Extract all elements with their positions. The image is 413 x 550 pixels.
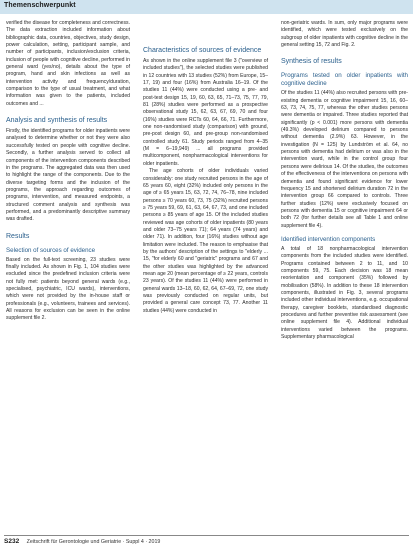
section-header-label: Themenschwerpunkt	[4, 2, 76, 9]
paragraph: Of the studies 11 (44%) also recruited persons with pre-existing dementia or cognitive impairment 15, 16, 60–63, 73, 74, 75, 77, whereas the other studies persons were dementia or impaired. Three studies reported that significantly (p < 0.001) more persons with dementia (49.3%) developed delirium compared to persons without dementia (2.9%) 63. However, in the investigation (N = 125) by Lundström et al. 64, no persons with dementia had delirium or was also in the intervention ward, while in the control group four persons were delirious 14. Of the studies, the outcomes of the effectiveness of the interventions on persons with dementia and found significant evidence for lower frequency 15 and shortened delirium duration 72 in the intervention group 66 compared to controls. Three further studies (12%) were exclusively focused on persons with dementia 15 or cognitive impairment 64 or both 72 (for further details see all Table 1 and online supplement file 4).	[281, 90, 408, 229]
heading-characteristics: Characteristics of sources of evidence	[143, 47, 262, 54]
paragraph: Based on the full-text screening, 23 studies were finally included. As shown in Fig. 1, 104 studies were excluded since the predefined inclusion criteria were not fully met: patients beyond general wards (e.g., specialised, psychiatric, ICU wards), interventions, which were not provided by the in-house staff or professionals (e.g., volunteers, trainees and services). All reasons for exclusion can be seen in the online supplement file 2.	[6, 256, 130, 322]
subheading-components: Identified intervention components	[281, 235, 376, 243]
column-middle	[143, 46, 268, 315]
journal-name: Zeitschrift für Gerontologie und Geriatrie · Suppl 4 · 2019	[26, 539, 161, 545]
subheading-programs: Programs tested on older inpatients with cognitive decline	[281, 72, 408, 88]
column-right	[281, 20, 408, 341]
paragraph: A total of 18 nonpharmacological intervention components from the included studies were identified. Programs contained between 2 to 11, and 10 components 59, 75. Each decision was 18 mean reorientation and component (35%) followed by mobilisation (58%). In addition to these 18 intervention components, illustrated in Fig. 3, several programs included other individual interventions, e.g. occupational therapy, caregiver booklets, standardised diagnostic procedures and further preventive risk assessment (see online supplement file 4). Additional individual interventions varied between the programs. Supplementary pharmacological	[281, 245, 408, 341]
heading-synthesis: Synthesis of results	[281, 58, 342, 66]
heading-analysis: Analysis and synthesis of results	[6, 117, 108, 125]
paragraph: verified the disease for completeness and correctness. The data extraction included information about bibliographic data, countries, objectives, study design, power calculation, setting, participant sample, and number of participants, inclusion/exclusion criteria, inclusion of people with cognitive decline, performed in general ward (yes/no), details about the type of program, hand and skin infections as well as intervention activity and frequency/duration, comparison to the type of usual treatment, and what information was given to the patients, included outcomes and ...	[6, 20, 130, 107]
paragraph: non-geriatric wards. In sum, only major programs were identified, which were tested exclusively on the subgroup of older inpatients with cognitive decline in the general setting 15, 72 and Fig. 2.	[281, 20, 408, 49]
page-number: S232	[4, 538, 20, 545]
section-header-bar	[0, 0, 413, 14]
heading-results: Results	[6, 232, 30, 240]
subheading-selection: Selection of sources of evidence	[6, 246, 96, 254]
page-footer	[4, 535, 409, 548]
paragraph: The age cohorts of older individuals varied considerably: one study recruited persons in the age of 65 years 60, eight (32%) included only persons in the age of ≥ 65 years 15, 63, 72, 74, 76–78, nine included persons ≥ 70 years 60, 73, 75 (32%) recruited persons ≥ 75 years 59, 69, 61, 63, 64, 67, 73, and one included persons ≥ 85 years of age 15. Of the included studies reviewed was age cohorts of older inpatients (80 years and older 73–75 years 71); 64 years (74 years) and older 71). In addition, four (16%) studies without age limitation were included. The reason to emphasise that by the authors' description of the settings to "elderly ... 15, "for elderly 60 and "geriatric" programs and 67 and the other studies was highlighted by the advanced mean age 20 (mean percentage of ≥ 22 years, controls 23 years). Of the studies 11 (44%) were performed in general wards 13–18, 60, 62, 64, 67–69, 72, one study was previously conducted on regular units, but provided a general care concept 73, 77. Another 11 studies (44%) were conducted in	[143, 168, 268, 314]
paragraph: Firstly, the identified programs for older inpatients were analysed to determine whether or not they were also successfully tested on people with cognitive decline. Secondly, a further analysis served to collect all components of the intervention components described in the programs. The aggregated data was then used to highlight the range of the components. Due to the diverse targeting forms and the inclusion of the programs, the approach regarding outcomes of programs, intervention, and measured endpoints, a structured comment analysis and synthesis was performed, and a predominantly descriptive summary was drafted.	[6, 128, 130, 223]
column-left	[6, 20, 130, 323]
paragraph: As shown in the online supplement file 3 ("overview of included studies"), the selected studies were published in 12 countries with 13 studies (52%) from Europe, 15–17, 19) and four (16%) from Australia 16–19. Of the studies 11 (44%) were conducted using a pre- and post-test design 15, 19, 60, 63, 65, 71–73, 75, 77, 79, 81 (28%) studies were performed as a prospective observational study 15, 62, 63, 67, 69, 70 and four (16%) studies were RCTs 60, 64, 66, 71. Furthermore, one non-randomised study (comparison) with ground, pre-post design 60, and pre-group non-randomised controlled study 61. Study periods ranged from 4–35 (M = 6–19,949) ... all programs provided multicomponent, nonpharmacological interventions for older inpatients.	[143, 58, 268, 167]
